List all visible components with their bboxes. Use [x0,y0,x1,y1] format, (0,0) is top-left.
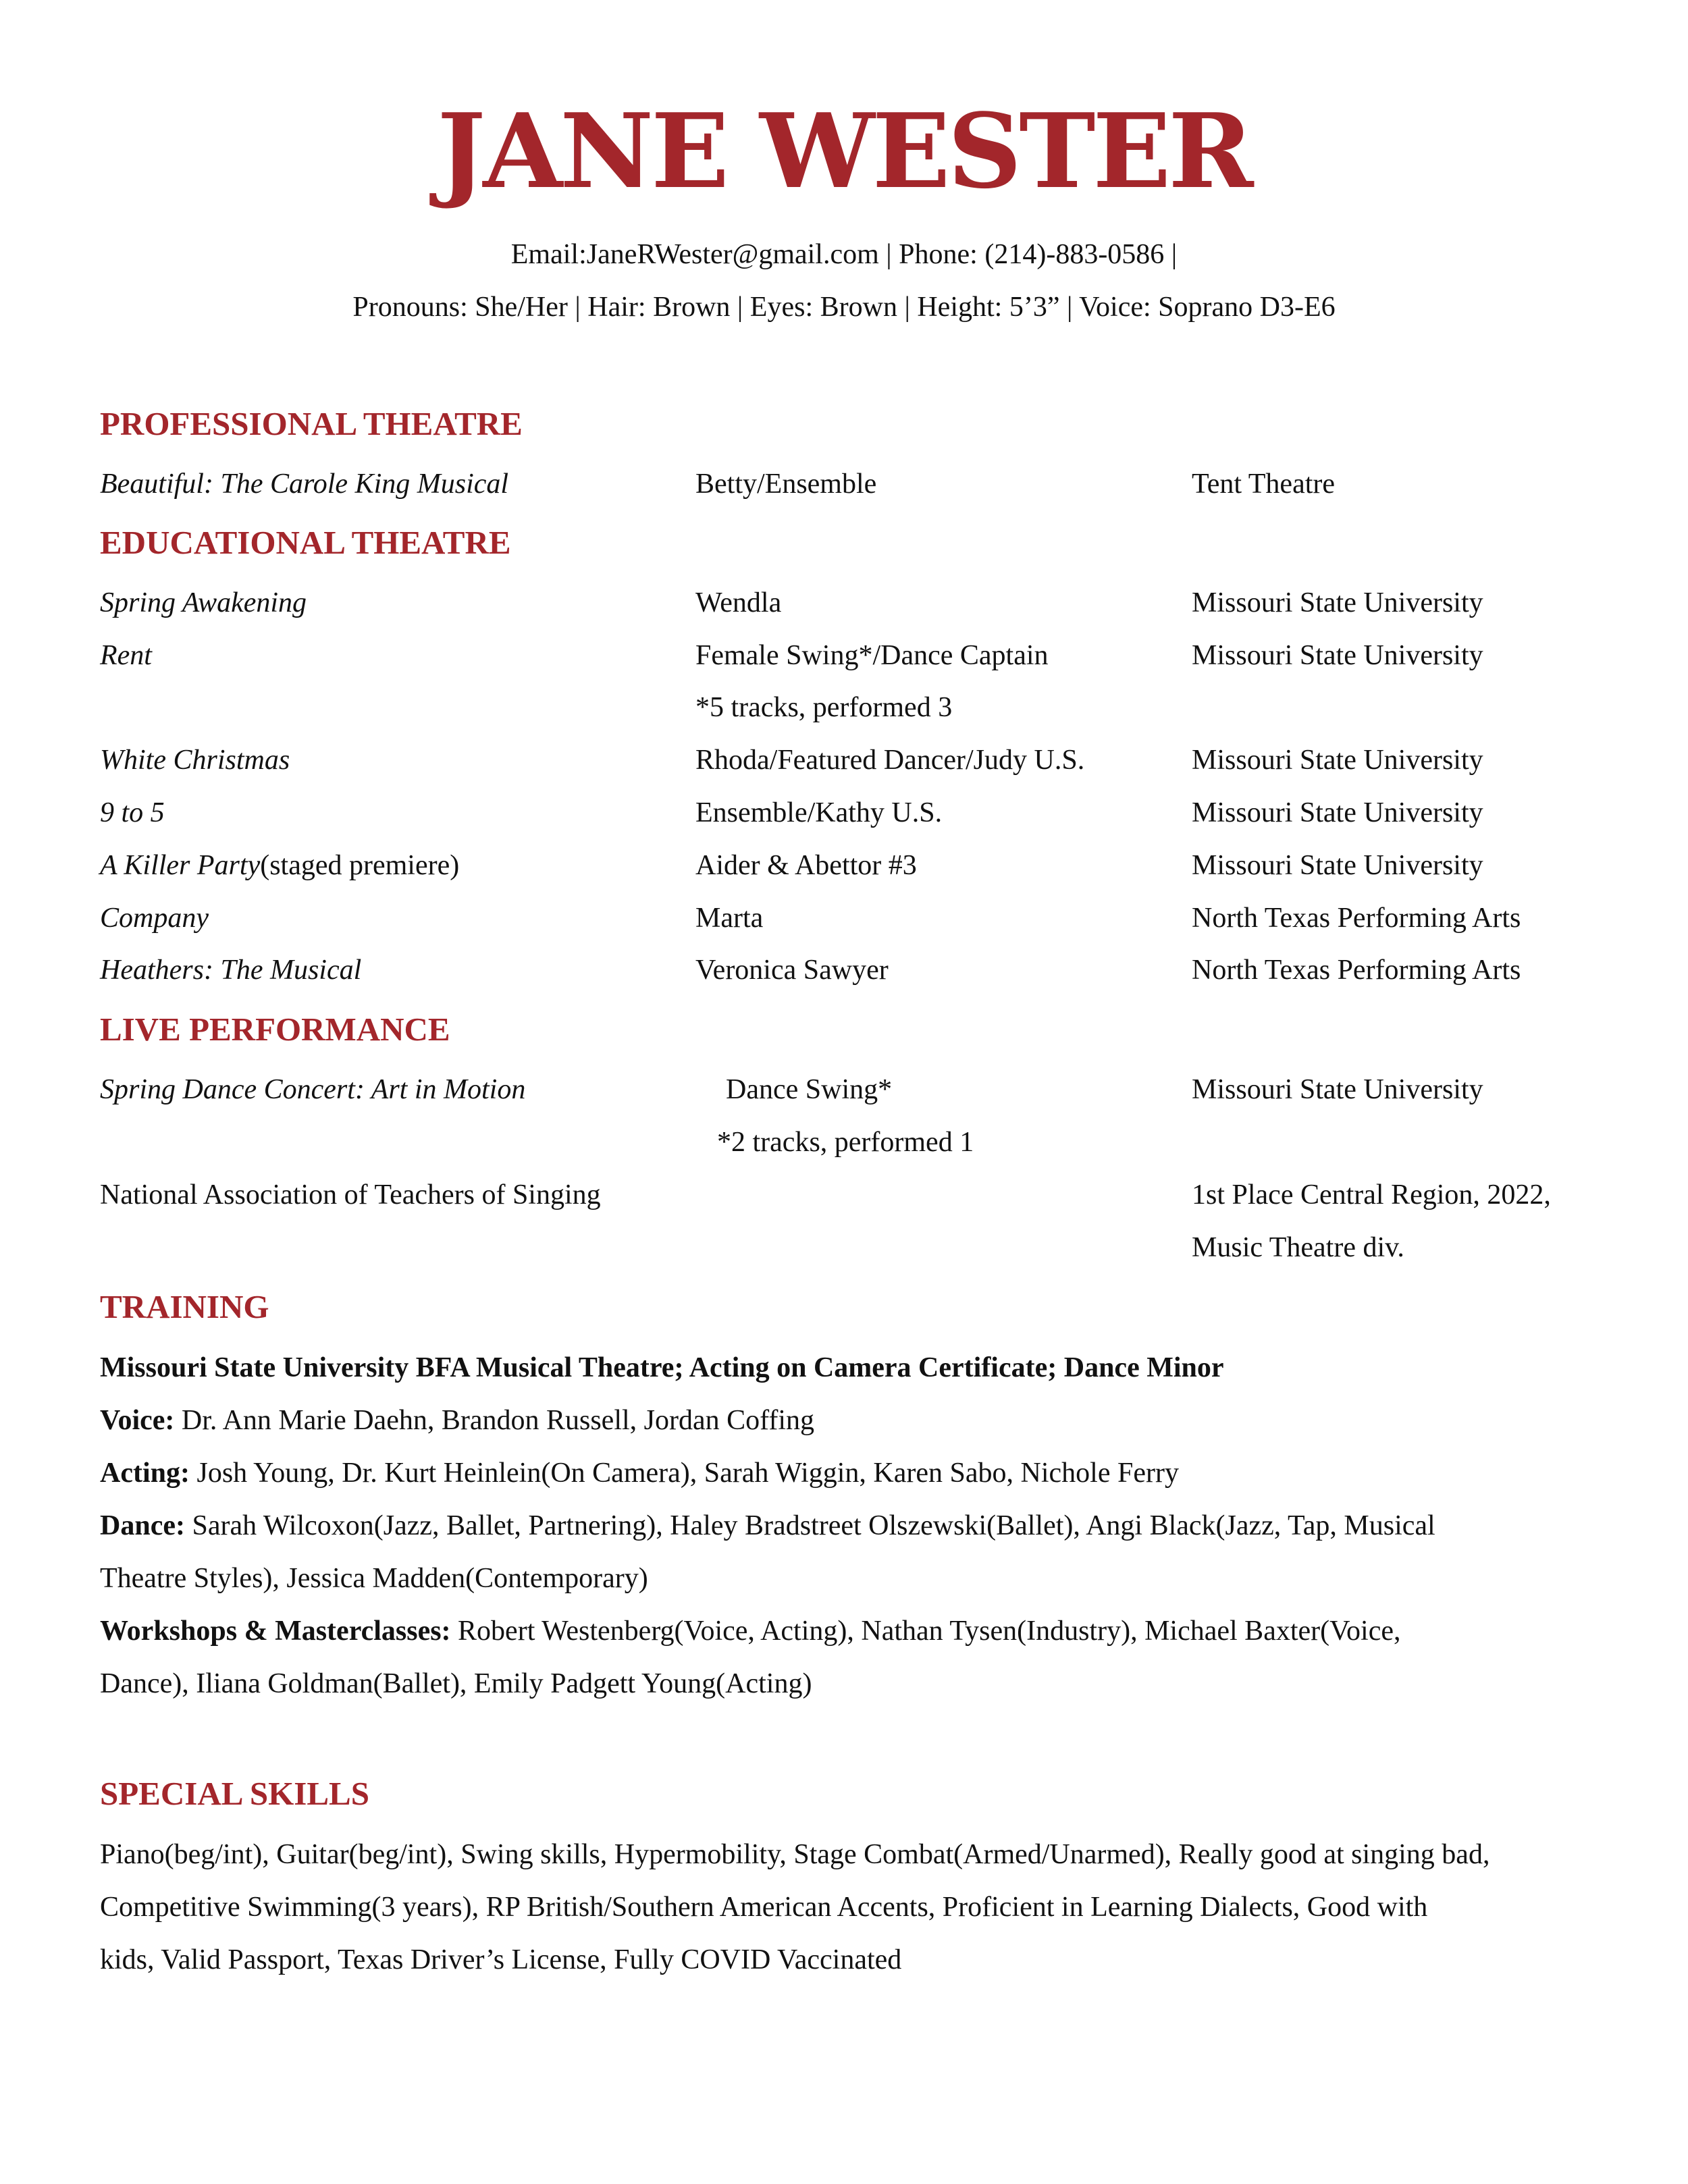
credit-title: Heathers: The Musical [100,955,362,986]
credit-title: Spring Awakening [100,587,307,618]
skills-line: Piano(beg/int), Guitar(beg/int), Swing skills, Hypermobility, Stage Combat(Armed/Unarmed), Really good at singing bad, [100,1839,1490,1870]
training-dance [100,1509,1599,1543]
credit-venue: Missouri State University [1192,850,1483,881]
training-degree: Missouri State University BFA Musical Theatre; Acting on Camera Certificate; Dance Minor [100,1352,1224,1383]
credit-row [0,639,1688,679]
section-heading-live: LIVE PERFORMANCE [100,1011,450,1048]
credit-role: Aider & Abettor #3 [695,850,917,881]
credit-role: Ensemble/Kathy U.S. [695,797,943,828]
credit-venue: 1st Place Central Region, 2022, [1192,1179,1551,1210]
section-heading-professional: PROFESSIONAL THEATRE [100,405,523,442]
training-dance-cont: Theatre Styles), Jessica Madden(Contemporary) [100,1563,648,1594]
credit-venue-line2: Music Theatre div. [1192,1232,1404,1263]
credit-venue: Missouri State University [1192,1074,1483,1105]
training-workshops-text: Robert Westenberg(Voice, Acting), Nathan Tysen(Industry), Michael Baxter(Voice, [450,1616,1401,1647]
credit-title: Beautiful: The Carole King Musical [100,469,509,500]
credit-note-row [0,691,1688,731]
credit-title-suffix: (staged premiere) [260,850,460,881]
credit-role: Betty/Ensemble [695,469,877,500]
resume-name: JANE WESTER [437,90,1251,211]
credit-row [0,743,1688,784]
credit-note-row [0,1231,1688,1271]
credit-role: Dance Swing* [726,1074,893,1105]
credit-title-italic: A Killer Party [100,850,261,881]
credit-title: Rent [100,640,152,671]
training-workshops-cont: Dance), Iliana Goldman(Ballet), Emily Padgett Young(Acting) [100,1668,812,1699]
training-workshops-label: Workshops & Masterclasses: [100,1616,451,1647]
credit-note: *5 tracks, performed 3 [695,692,953,723]
training-workshops [100,1614,1599,1648]
credit-title: White Christmas [100,745,290,776]
credit-venue: Missouri State University [1192,797,1483,828]
credit-role: Female Swing*/Dance Captain [695,640,1049,671]
credit-row [0,1178,1688,1219]
credit-row [0,901,1688,942]
credit-venue: Missouri State University [1192,640,1483,671]
credit-role: Rhoda/Featured Dancer/Judy U.S. [695,745,1085,776]
training-dance-text: Sarah Wilcoxon(Jazz, Ballet, Partnering), Haley Bradstreet Olszewski(Ballet), Angi Black(Jazz, Tap, Musical [184,1510,1435,1541]
training-voice [100,1404,1599,1437]
credit-role: Marta [695,903,764,934]
training-dance-label: Dance: [100,1510,185,1541]
attributes-line: Pronouns: She/Her | Hair: Brown | Eyes: Brown | Height: 5’3” | Voice: Soprano D3-E6 [352,292,1336,323]
credit-note-row [0,1125,1688,1166]
training-voice-label: Voice: [100,1405,175,1436]
credit-title: Company [100,903,209,934]
credit-note: *2 tracks, performed 1 [717,1127,974,1158]
training-voice-text: Dr. Ann Marie Daehn, Brandon Russell, Jordan Coffing [174,1405,815,1436]
credit-row [0,586,1688,627]
credit-venue: North Texas Performing Arts [1192,955,1521,986]
section-heading-educational: EDUCATIONAL THEATRE [100,524,511,561]
section-heading-training: TRAINING [100,1288,269,1325]
credit-title: National Association of Teachers of Singing [100,1179,601,1210]
training-acting-text: Josh Young, Dr. Kurt Heinlein(On Camera), Sarah Wiggin, Karen Sabo, Nichole Ferry [189,1458,1179,1489]
credit-venue: Tent Theatre [1192,469,1336,500]
contact-line: Email:JaneRWester@gmail.com | Phone: (214)-883-0586 | [510,239,1178,270]
credit-title [100,849,459,882]
credit-row [0,849,1688,889]
credit-venue: Missouri State University [1192,587,1483,618]
section-heading-skills: SPECIAL SKILLS [100,1775,369,1812]
credit-title: Spring Dance Concert: Art in Motion [100,1074,526,1105]
credit-row [0,467,1688,508]
training-acting-label: Acting: [100,1458,190,1489]
credit-row [0,1073,1688,1113]
credit-role: Veronica Sawyer [695,955,889,986]
credit-venue: North Texas Performing Arts [1192,903,1521,934]
credit-row [0,796,1688,836]
skills-line: kids, Valid Passport, Texas Driver’s License, Fully COVID Vaccinated [100,1944,902,1975]
credit-role: Wendla [695,587,782,618]
credit-venue: Missouri State University [1192,745,1483,776]
credit-row [0,953,1688,994]
training-acting [100,1456,1599,1490]
credit-title: 9 to 5 [100,797,165,828]
skills-line: Competitive Swimming(3 years), RP British/Southern American Accents, Proficient in Learning Dialects, Good with [100,1892,1428,1923]
